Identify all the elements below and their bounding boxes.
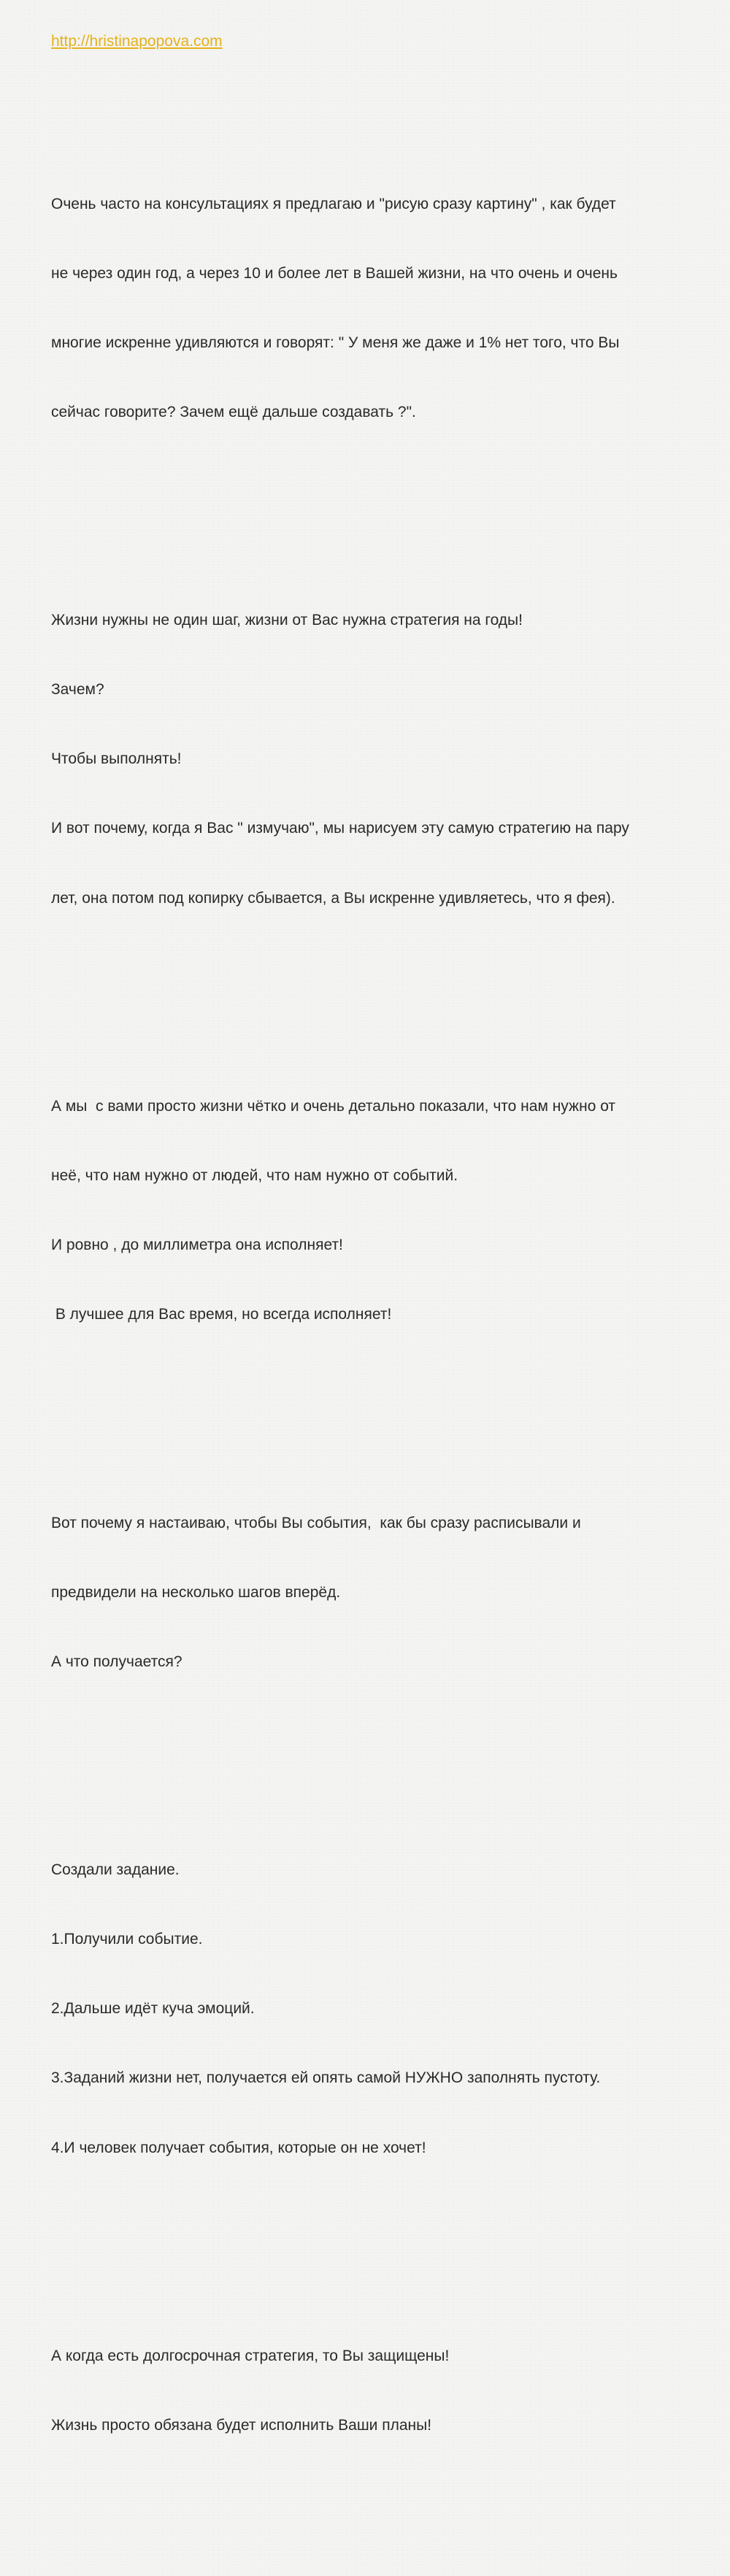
- text-line: многие искренне удивляются и говорят: " У меня же даже и 1% нет того, что Вы: [51, 334, 620, 351]
- note-body: [51, 77, 686, 2576]
- text-line: Зачем?: [51, 681, 104, 699]
- list-item: 4.И человек получает события, которые он не хочет!: [51, 2139, 426, 2156]
- text-line: А мы с вами просто жизни чётко и очень детально показали, что нам нужно от: [51, 1097, 616, 1115]
- text-line: Вот почему я настаиваю, чтобы Вы события, как бы сразу расписывали и: [51, 1514, 581, 1531]
- text-line: неё, что нам нужно от людей, что нам нужно от событий.: [51, 1167, 458, 1185]
- text-line: А что получается?: [51, 1653, 182, 1670]
- paragraph-3: [51, 1049, 686, 1373]
- text-line: Чтобы выполнять!: [51, 750, 182, 768]
- paragraph-1: [51, 146, 686, 470]
- text-line: В лучшее для Вас время, но всегда исполняет!: [51, 1306, 392, 1323]
- paragraph-6: [51, 2298, 686, 2483]
- website-link[interactable]: http://hristinapopova.com: [51, 33, 223, 50]
- text-line: не через один год, а через 10 и более лет в Вашей жизни, на что очень и очень: [51, 264, 618, 282]
- text-line: Жизнь просто обязана будет исполнить Ваши планы!: [51, 2416, 432, 2434]
- list-item: 2.Дальше идёт куча эмоций.: [51, 2000, 255, 2018]
- text-line: лет, она потом под копирку сбывается, а Вы искренне удивляетесь, что я фея).: [51, 889, 615, 907]
- text-line: И ровно , до миллиметра она исполняет!: [51, 1237, 343, 1254]
- text-line: Очень часто на консультациях я предлагаю и "рисую сразу картину" , как будет: [51, 195, 616, 212]
- text-line: Жизни нужны не один шаг, жизни от Вас нужна стратегия на годы!: [51, 612, 523, 629]
- paragraph-4: [51, 1465, 686, 1720]
- text-line: предвидели на несколько шагов вперёд.: [51, 1583, 341, 1601]
- list-item: 1.Получили событие.: [51, 1931, 203, 1948]
- paragraph-2: [51, 563, 686, 956]
- text-line: И вот почему, когда я Вас " измучаю", мы нарисуем эту самую стратегию на пару: [51, 820, 629, 837]
- paragraph-5: [51, 1812, 686, 2206]
- text-line: Создали задание.: [51, 1861, 180, 1879]
- text-line: сейчас говорите? Зачем ещё дальше создавать ?".: [51, 403, 416, 420]
- list-item: 3.Заданий жизни нет, получается ей опять самой НУЖНО заполнять пустоту.: [51, 2069, 601, 2087]
- text-line: А когда есть долгосрочная стратегия, то Вы защищены!: [51, 2347, 450, 2364]
